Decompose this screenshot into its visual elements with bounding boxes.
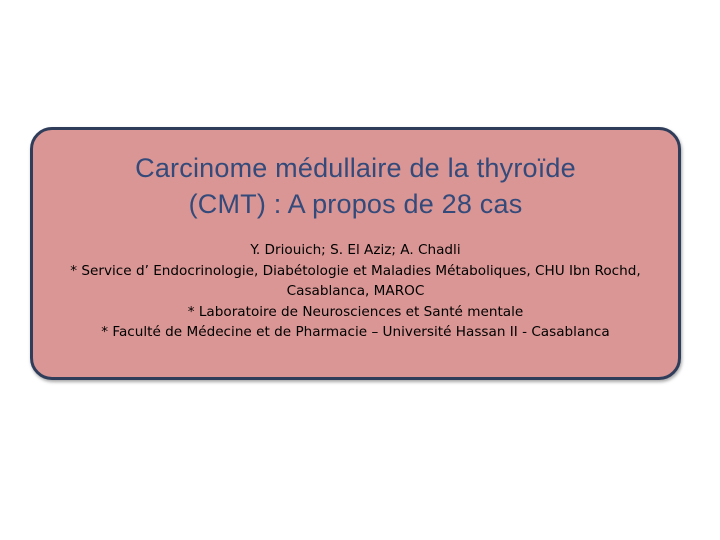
authors-block bbox=[33, 240, 678, 343]
affiliation-line-4: * Faculté de Médecine et de Pharmacie – Université Hassan II - Casablanca bbox=[101, 324, 610, 340]
affiliation-line-3: * Laboratoire de Neurosciences et Santé mentale bbox=[187, 303, 524, 320]
title-box bbox=[30, 127, 681, 380]
affiliation-line-2: Casablanca, MAROC bbox=[286, 283, 425, 299]
slide-title bbox=[33, 150, 678, 222]
affiliation-line-1: * Service d’ Endocrinologie, Diabétologie et Maladies Métaboliques, CHU Ibn Rochd, bbox=[70, 262, 641, 279]
title-line-2: (CMT) : A propos de 28 cas bbox=[188, 189, 523, 219]
title-line-1: Carcinome médullaire de la thyroïde bbox=[135, 153, 576, 183]
author-names: Y. Driouich; S. El Aziz; A. Chadli bbox=[250, 242, 461, 258]
